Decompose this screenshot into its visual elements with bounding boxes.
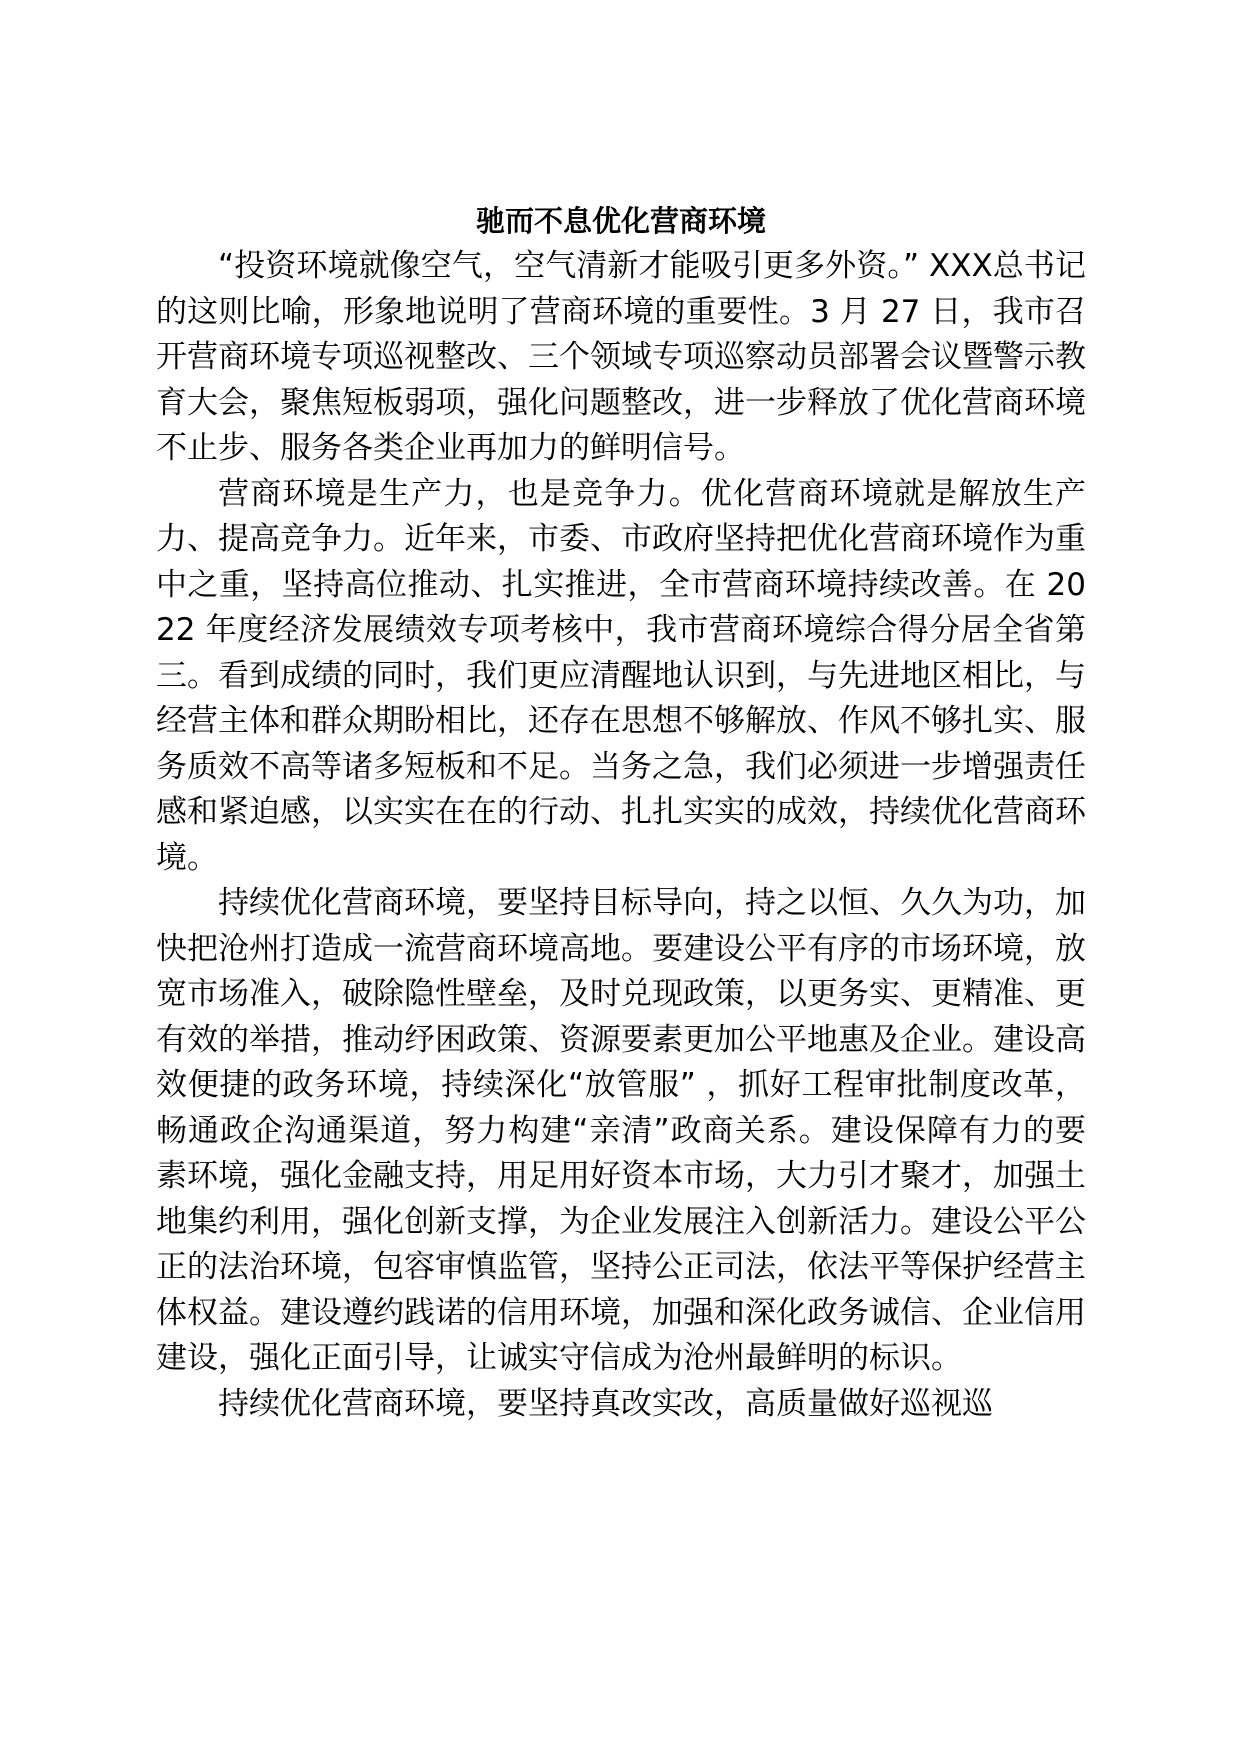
paragraph-3: 持续优化营商环境，要坚持目标导向，持之以恒、久久为功，加快把沧州打造成一流营商环境高地。要建设公平有序的市场环境，放宽市场准入，破除隐性壁垒，及时兑现政策，以更务实、更精准、更有效的举措，推动纾困政策、资源要素更加公平地惠及企业。建设高效便捷的政务环境，持续深化“放管服” ，抓好工程审批制度改革，畅通政企沟通渠道，努力构建“亲清”政商关系。建设保障有力的要素环境，强化金融支持，用足用好资本市场，大力引才聚才，加强土地集约利用，强化创新支撑，为企业发展注入创新活力。建设公平公正的法治环境，包容审慎监管，坚持公正司法，依法平等保护经营主体权益。建设遵约践诺的信用环境，加强和深化政务诚信、企业信用建设，强化正面引导，让诚实守信成为沧州最鲜明的标识。 bbox=[156, 885, 1086, 1376]
document-page bbox=[156, 198, 1086, 1427]
paragraph-2: 营商环境是生产力，也是竞争力。优化营商环境就是解放生产力、提高竞争力。近年来，市委、市政府坚持把优化营商环境作为重中之重，坚持高位推动、扎实推进，全市营商环境持续改善。在 2022 年度经济发展绩效专项考核中，我市营商环境综合得分居全省第三。看到成绩的同时，我们更应清醒地认识到，与先进地区相比，与经营主体和群众期盼相比，还存在思想不够解放、作风不够扎实、服务质效不高等诸多短板和不足。当务之急，我们必须进一步增强责任感和紧迫感，以实实在在的行动、扎扎实实的成效，持续优化营商环境。 bbox=[156, 475, 1086, 876]
document-title: 驰而不息优化营商环境 bbox=[475, 204, 766, 238]
paragraph-1: “投资环境就像空气，空气清新才能吸引更多外资。” XXX总书记的这则比喻，形象地说明了营商环境的重要性。3 月 27 日，我市召开营商环境专项巡视整改、三个领域专项巡察动员部署会议暨警示教育大会，聚焦短板弱项，强化问题整改，进一步释放了优化营商环境不止步、服务各类企业再加力的鲜明信号。 bbox=[156, 248, 1086, 466]
paragraph-4: 持续优化营商环境，要坚持真改实改，高质量做好巡视巡 bbox=[218, 1385, 993, 1422]
